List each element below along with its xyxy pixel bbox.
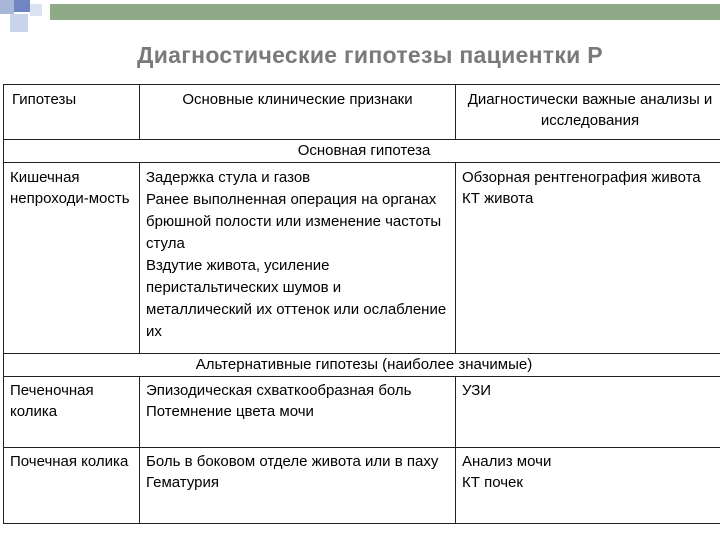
decor-square	[0, 0, 14, 14]
test-item: Обзорная рентгенография живота	[462, 169, 701, 186]
sign-item: Гематурия	[146, 474, 220, 491]
tests-cell	[456, 163, 720, 354]
signs-cell	[140, 163, 456, 354]
table-header-row	[4, 85, 720, 140]
section-row	[4, 140, 720, 163]
test-item: КТ почек	[462, 474, 523, 491]
table-row	[4, 377, 720, 448]
test-item: Анализ мочи	[462, 453, 552, 470]
sign-item: Задержка стула и газов	[146, 169, 311, 186]
decor-square	[14, 0, 30, 12]
decor-square	[30, 4, 42, 16]
section-row	[4, 354, 720, 377]
decor-bar	[50, 4, 720, 20]
section-label-alternative: Альтернативные гипотезы (наиболее значимые)	[4, 354, 720, 377]
hypothesis-name: Почечная колика	[4, 448, 140, 524]
hypothesis-name: Печеночная колика	[4, 377, 140, 448]
table-row	[4, 448, 720, 524]
column-header-signs: Основные клинические признаки	[140, 85, 456, 140]
column-header-hypotheses: Гипотезы	[4, 85, 140, 140]
sign-item: Потемнение цвета мочи	[146, 403, 314, 420]
tests-cell	[456, 448, 720, 524]
test-item: КТ живота	[462, 190, 534, 207]
test-item: УЗИ	[462, 382, 492, 399]
signs-cell	[140, 377, 456, 448]
hypothesis-name: Кишечная непроходи-мость	[4, 163, 140, 354]
sign-item: Боль в боковом отделе живота или в паху	[146, 453, 439, 470]
sign-item: Ранее выполненная операция на органах брюшной полости или изменение частоты стула	[146, 191, 442, 252]
tests-cell	[456, 377, 720, 448]
section-label-main: Основная гипотеза	[4, 140, 720, 163]
column-header-tests: Диагностически важные анализы и исследования	[456, 85, 720, 140]
page-title: Диагностические гипотезы пациентки Р	[137, 42, 603, 68]
table-row	[4, 163, 720, 354]
sign-item: Вздутие живота, усиление перистальтических шумов и металлический их оттенок или ослабление их	[146, 257, 447, 340]
sign-item: Эпизодическая схваткообразная боль	[146, 382, 412, 399]
decor-square	[10, 14, 28, 32]
hypotheses-table	[3, 84, 720, 524]
signs-cell	[140, 448, 456, 524]
